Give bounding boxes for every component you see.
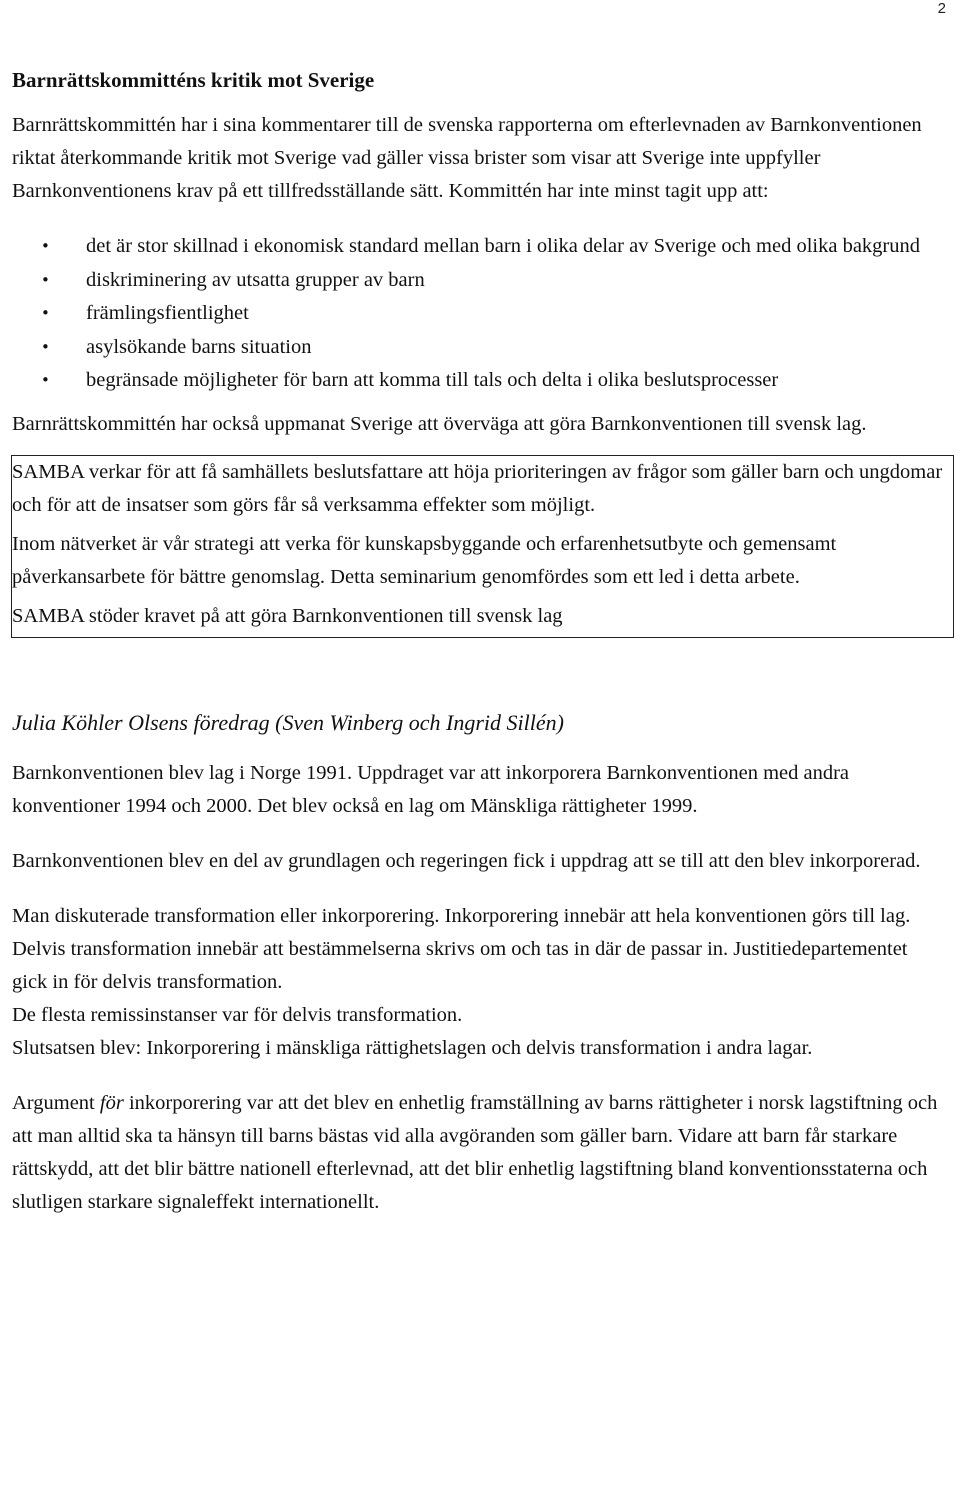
- samba-paragraph-1: SAMBA verkar för att få samhällets beslutsfattare att höja prioriteringen av frågor som gäller barn och ungdomar och för att de insatser som görs får så verksamma effekter som möjligt.: [12, 460, 943, 516]
- lecture-paragraph-3-line: Slutsatsen blev: Inkorporering i mänskliga rättighetslagen och delvis transformation i andra lagar.: [12, 1036, 813, 1059]
- lecture-paragraph-3: [12, 900, 946, 1065]
- argument-emphasis: för: [99, 1091, 124, 1114]
- argument-text-start: Argument: [12, 1091, 100, 1114]
- section-heading-lecture: Julia Köhler Olsens föredrag (Sven Winberg och Ingrid Sillén): [12, 709, 564, 735]
- criticism-closing-paragraph: Barnrättskommittén har också uppmanat Sverige att överväga att göra Barnkonventionen till svensk lag.: [12, 412, 867, 435]
- list-item: • begränsade möjligheter för barn att komma till tals och delta i olika beslutsprocesser: [86, 364, 946, 398]
- list-item: • det är stor skillnad i ekonomisk standard mellan barn i olika delar av Sverige och med olika bakgrund: [86, 230, 946, 264]
- list-item: • diskriminering av utsatta grupper av barn: [86, 264, 946, 298]
- criticism-intro-paragraph: Barnrättskommittén har i sina kommentarer till de svenska rapporterna om efterlevnaden av Barnkonventionen riktat återkommande kritik mot Sverige vad gäller vissa brister som visar att Sverige inte uppfyller Barnkonventionens krav på ett tillfredsställande sätt. Kommittén har inte minst tagit upp att:: [12, 114, 922, 202]
- samba-statement-box: [11, 455, 954, 638]
- list-item: • asylsökande barns situation: [86, 331, 946, 365]
- lecture-paragraph-3-line: Man diskuterade transformation eller inkorporering. Inkorporering innebär att hela konventionen görs till lag. Delvis transformation innebär att bestämmelserna skrivs om och tas in där de passar in. Justitiedepartementet gick in för delvis transformation.: [12, 904, 911, 993]
- argument-text-rest: inkorporering var att det blev en enhetlig framställning av barns rättigheter i norsk lagstiftning och att man alltid ska ta hänsyn till barns bästas vid alla avgöranden som gäller barn. Vidare att barn får starkare rättskydd, att det blir bättre nationell efterlevnad, att det blir enhetlig lagstiftning bland konventionsstaterna och slutligen starkare signaleffekt internationellt.: [12, 1091, 938, 1213]
- document-body: [12, 64, 946, 1219]
- lecture-paragraph-4: [12, 1087, 946, 1219]
- list-item: • främlingsfientlighet: [86, 297, 946, 331]
- lecture-paragraph-1: Barnkonventionen blev lag i Norge 1991. Uppdraget var att inkorporera Barnkonventionen med andra konventioner 1994 och 2000. Det blev också en lag om Mänskliga rättigheter 1999.: [12, 761, 850, 817]
- samba-paragraph-2: Inom nätverket är vår strategi att verka för kunskapsbyggande och erfarenhetsutbyte och gemensamt påverkansarbete för bättre genomslag. Detta seminarium genomfördes som ett led i detta arbete.: [12, 532, 837, 588]
- section-heading-criticism: Barnrättskommitténs kritik mot Sverige: [12, 68, 375, 92]
- page-number: 2: [937, 0, 946, 17]
- lecture-paragraph-2: Barnkonventionen blev en del av grundlagen och regeringen fick i uppdrag att se till att den blev inkorporerad.: [12, 849, 921, 872]
- samba-paragraph-3: SAMBA stöder kravet på att göra Barnkonventionen till svensk lag: [12, 604, 563, 627]
- criticism-bullet-list: [12, 230, 946, 398]
- lecture-paragraph-3-line: De flesta remissinstanser var för delvis transformation.: [12, 1003, 463, 1026]
